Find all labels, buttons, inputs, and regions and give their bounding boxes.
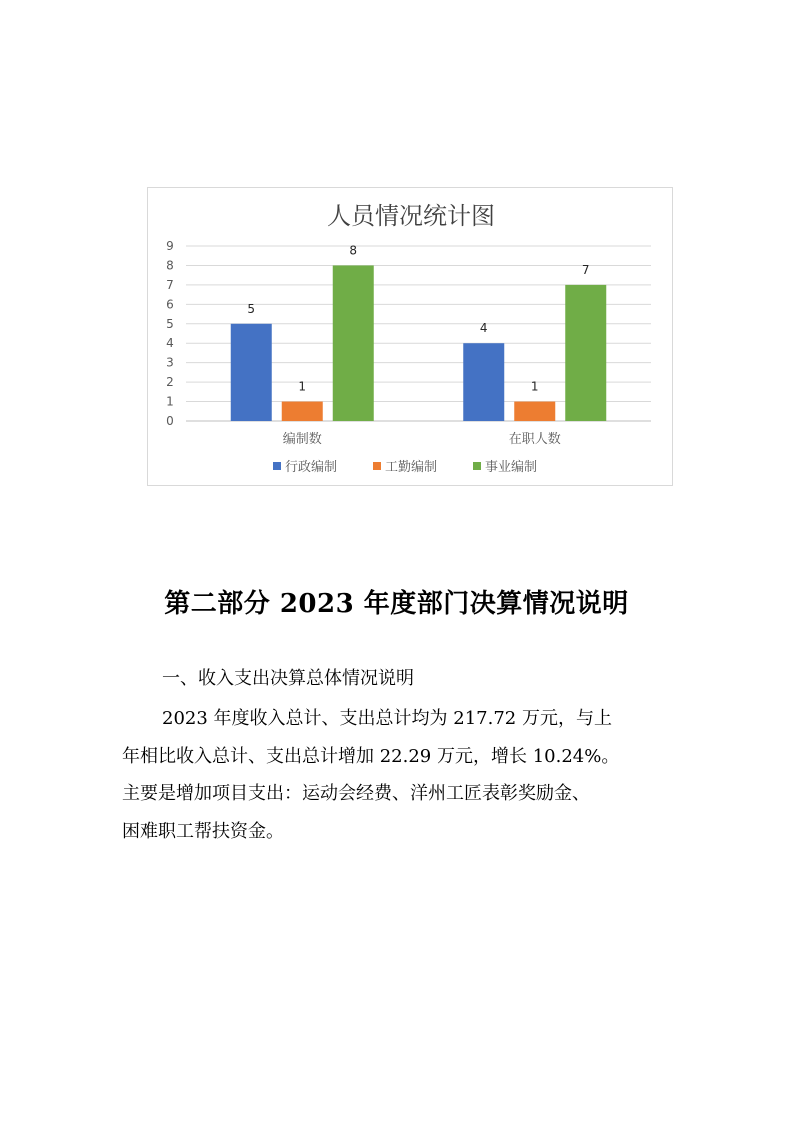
paragraph-line: 2023 年度收入总计、支出总计均为 217.72 万元，与上 xyxy=(162,708,612,729)
bar xyxy=(231,324,272,421)
bar xyxy=(463,343,504,421)
paragraph-line: 年相比收入总计、支出总计增加 22.29 万元，增长 10.24%。 xyxy=(122,745,620,767)
y-tick-label: 5 xyxy=(166,316,174,331)
bar xyxy=(282,402,323,421)
data-label: 4 xyxy=(479,321,488,336)
legend-label: 事业编制 xyxy=(485,460,538,475)
y-tick-label: 9 xyxy=(166,239,174,253)
legend-swatch xyxy=(273,462,281,470)
paragraph-line: 主要是增加项目支出：运动会经费、洋州工匠表彰奖励金、 xyxy=(122,783,590,804)
y-tick-label: 6 xyxy=(166,297,174,312)
y-tick-label: 2 xyxy=(166,375,174,390)
section-title: 第二部分 2023 年度部门决算情况说明 xyxy=(164,589,629,619)
legend-swatch xyxy=(373,462,381,470)
body-paragraph xyxy=(122,700,670,850)
data-label: 5 xyxy=(247,301,256,316)
sub-heading: 一、收入支出决算总体情况说明 xyxy=(162,668,414,689)
data-label: 7 xyxy=(581,262,590,277)
legend-label: 行政编制 xyxy=(285,460,338,475)
x-category-label: 编制数 xyxy=(282,432,322,447)
y-tick-label: 1 xyxy=(166,394,174,409)
y-tick-label: 4 xyxy=(166,336,174,351)
data-label: 1 xyxy=(530,379,539,394)
x-category-label: 在职人数 xyxy=(508,432,561,447)
y-tick-label: 0 xyxy=(166,414,174,428)
legend-swatch xyxy=(473,462,481,470)
bar xyxy=(514,402,555,421)
y-tick-label: 7 xyxy=(166,277,174,292)
bar xyxy=(565,285,606,421)
chart-svg xyxy=(148,188,674,487)
bar xyxy=(333,265,374,421)
data-label: 8 xyxy=(349,243,358,258)
y-tick-label: 8 xyxy=(166,258,174,273)
legend-label: 工勤编制 xyxy=(385,460,438,475)
chart-title: 人员情况统计图 xyxy=(327,202,495,230)
paragraph-line: 困难职工帮扶资金。 xyxy=(122,820,284,842)
y-tick-label: 3 xyxy=(166,355,174,370)
data-label: 1 xyxy=(298,379,307,394)
staff-statistics-chart xyxy=(147,187,673,486)
